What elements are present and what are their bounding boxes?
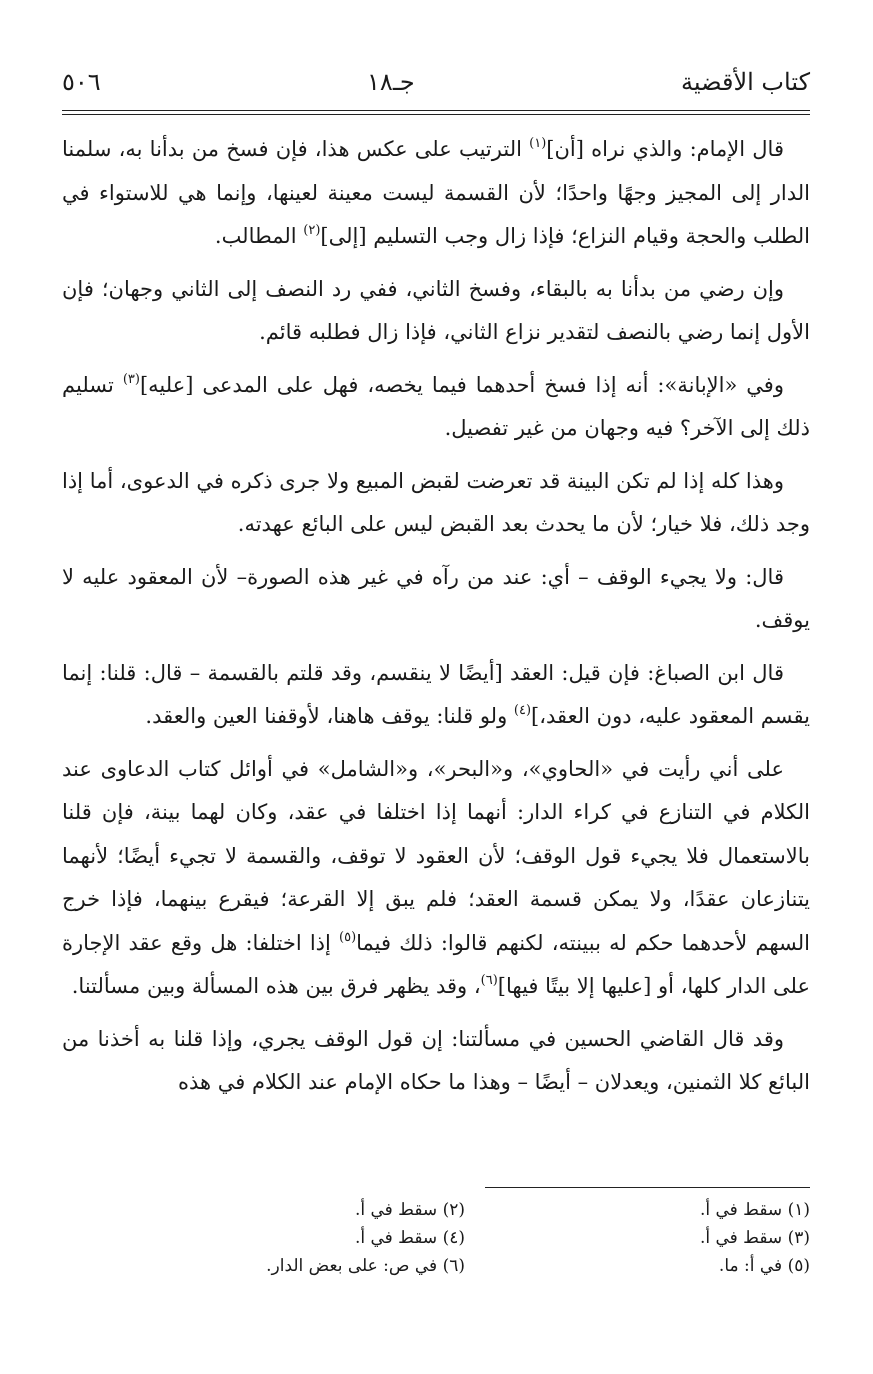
paragraph bbox=[62, 460, 810, 547]
paragraph-text: وهذا كله إذا لم تكن البينة قد تعرضت لقبض المبيع ولا جرى ذكره في الدعوى، أما إذا وجد ذلك، فلا خيار؛ لأن ما يحدث بعد القبض ليس على البائع عهدته. bbox=[62, 468, 810, 536]
paragraph-text: على أني رأيت في «الحاوي»، و«البحر»، و«الشامل» في أوائل كتاب الدعاوى عند الكلام في التنازع في كراء الدار: أنهما إذا اختلفا في عقد، وكان لهما بينة، فإن قلنا بالاستعمال فلا يجيء قول الوقف؛ لأن العقود لا توقف، والقسمة لا تجيء أيضًا؛ لأنهما يتنازعان عقدًا، ولا يمكن قسمة العقد؛ فلم يبق إلا القرعة؛ فيقرع بينهما، فإذا خرج السهم لأحدهما حكم له ببينته، لكنهم قالوا: ذلك فيما bbox=[62, 756, 810, 955]
footnote-reference: (٥) bbox=[339, 929, 357, 945]
paragraph-text: وقد قال القاضي الحسين في مسألتنا: إن قول الوقف يجري، وإذا قلنا به أخذنا من البائع كلا الثمنين، ويعدلان – أيضًا – وهذا ما حكاه الإمام عند الكلام في هذه bbox=[62, 1026, 810, 1094]
footnote-number: (٥) bbox=[787, 1256, 810, 1276]
paragraph bbox=[62, 268, 810, 355]
footnotes bbox=[150, 1196, 810, 1280]
footnote bbox=[150, 1252, 465, 1280]
footnote-reference: (٣) bbox=[122, 371, 140, 387]
footnote-text: سقط في أ. bbox=[699, 1200, 783, 1220]
footnote-number: (١) bbox=[787, 1200, 810, 1220]
footnote-separator bbox=[485, 1187, 810, 1188]
footnote-reference: (٤) bbox=[513, 703, 532, 718]
header-rule-bottom bbox=[62, 114, 810, 115]
paragraph bbox=[62, 128, 810, 259]
footnote-number: (٦) bbox=[442, 1256, 465, 1276]
footnote-reference: (٦) bbox=[480, 973, 498, 988]
paragraph-text: الترتيب على عكس هذا، فإن فسخ من بدأنا به، سلمنا الدار إلى المجيز وجهًا واحدًا؛ لأن القسمة ليست معينة لعينها، وإنما هي للاستواء في الطلب والحجة وقيام النزاع؛ فإذا زال وجب التسليم [إلى] bbox=[62, 137, 810, 248]
footnote-text: في ص: على بعض الدار. bbox=[266, 1256, 438, 1276]
footnote bbox=[495, 1196, 810, 1224]
header-rule-top bbox=[62, 110, 810, 111]
paragraph-text: ولو قلنا: يوقف هاهنا، لأوقفنا العين والعقد. bbox=[145, 704, 514, 728]
book-title: كتاب الأقضية bbox=[681, 68, 810, 96]
paragraph bbox=[62, 652, 810, 739]
paragraph-text: وإن رضي من بدأنا به بالبقاء، وفسخ الثاني، ففي رد النصف إلى الثاني وجهان؛ فإن الأول إنما رضي بالنصف لتقدير نزاع الثاني، فإذا زال فطلبه قائم. bbox=[62, 276, 810, 344]
body-text bbox=[62, 128, 810, 1114]
paragraph bbox=[62, 1018, 810, 1105]
paragraph bbox=[62, 556, 810, 643]
footnote-text: سقط في أ. bbox=[699, 1228, 783, 1248]
footnote-number: (٤) bbox=[442, 1228, 465, 1248]
footnote bbox=[495, 1224, 810, 1252]
footnote bbox=[150, 1224, 465, 1252]
footnote-text: سقط في أ. bbox=[354, 1228, 438, 1248]
paragraph-text: قال ابن الصباغ: فإن قيل: العقد [أيضًا لا ينقسم، وقد قلتم بالقسمة – قال: قلنا: إنما يقسم المعقود عليه، دون العقد،] bbox=[62, 660, 810, 728]
paragraph bbox=[62, 364, 810, 451]
paragraph-text: ، وقد يظهر فرق بين هذه المسألة وبين مسألتنا. bbox=[71, 974, 481, 998]
paragraph-text: وفي «الإبانة»: أنه إذا فسخ أحدهما فيما يخصه، فهل على المدعى [عليه] bbox=[139, 372, 784, 397]
paragraph bbox=[62, 748, 810, 1009]
footnote-number: (٢) bbox=[442, 1200, 465, 1220]
volume-number: جـ١٨ bbox=[367, 68, 415, 96]
footnote bbox=[150, 1196, 465, 1224]
running-header bbox=[62, 62, 810, 102]
footnote-reference: (١) bbox=[529, 136, 547, 151]
footnote-text: في أ: ما. bbox=[718, 1256, 783, 1276]
footnote-reference: (٢) bbox=[303, 223, 321, 238]
paragraph-text: قال الإمام: والذي نراه [أن] bbox=[546, 137, 784, 161]
paragraph-text: إذا اختلفا: هل وقع عقد الإجارة على الدار كلها، أو [عليها إلا بيتًا فيها] bbox=[62, 930, 810, 998]
footnote-number: (٣) bbox=[787, 1228, 810, 1248]
page-number: ٥٠٦ bbox=[62, 68, 101, 96]
footnote-text: سقط في أ. bbox=[354, 1200, 438, 1220]
paragraph-text: المطالب. bbox=[214, 224, 304, 248]
paragraph-text: قال: ولا يجيء الوقف – أي: عند من رآه في غير هذه الصورة– لأن المعقود عليه لا يوقف. bbox=[62, 564, 810, 632]
paragraph-text: تسليم ذلك إلى الآخر؟ فيه وجهان من غير تفصيل. bbox=[62, 372, 810, 440]
footnote bbox=[495, 1252, 810, 1280]
